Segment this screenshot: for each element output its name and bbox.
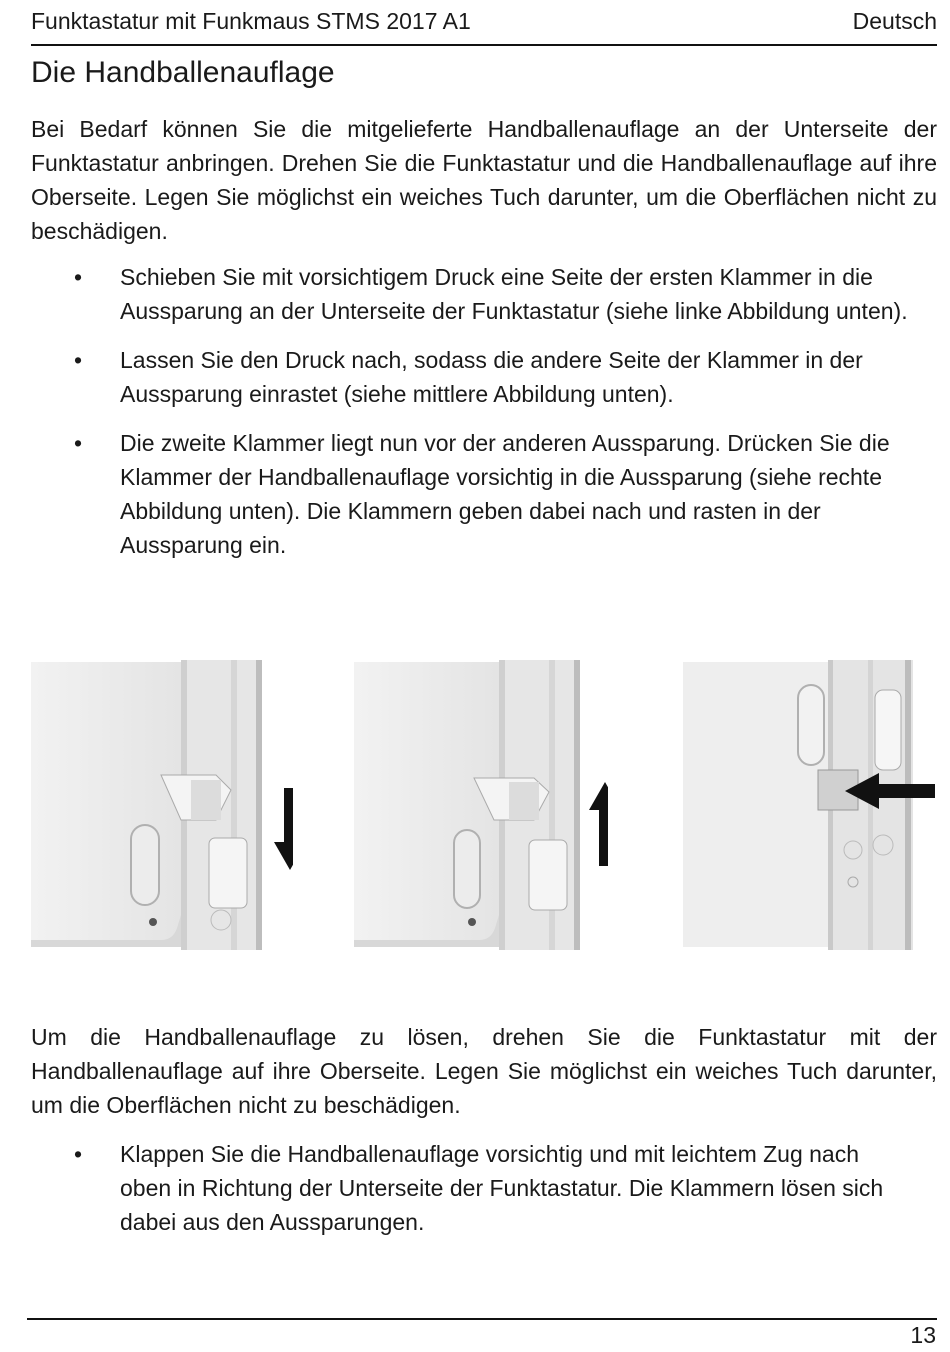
figure-right: [683, 660, 941, 950]
list-item: [31, 343, 911, 411]
figure-middle: [354, 660, 608, 950]
list-item-text: Lassen Sie den Druck nach, sodass die andere Seite der Klammer in der Aussparung einrastet (siehe mittlere Abbildung unten).: [120, 347, 863, 407]
bullet-icon: •: [74, 264, 83, 290]
page-header: [31, 8, 937, 46]
attach-steps-list: [31, 260, 911, 577]
list-item-text: Die zweite Klammer liegt nun vor der anderen Aussparung. Drücken Sie die Klammer der Handballenauflage vorsichtig in die Aussparung (siehe rechte Abbildung unten). Die Klammern geben dabei nach und rasten in der Aussparung ein.: [120, 430, 890, 558]
list-item: [31, 260, 911, 328]
figure-left: [31, 660, 293, 950]
section-title: Die Handballenauflage: [31, 56, 335, 89]
list-item: [31, 426, 911, 562]
figure-row: [31, 660, 911, 950]
arrow-down-icon: [274, 788, 293, 870]
list-item-text: Klappen Sie die Handballenauflage vorsichtig und mit leichtem Zug nach oben in Richtung der Unterseite der Funktastatur. Die Klammern lösen sich dabei aus den Aussparungen.: [120, 1141, 884, 1235]
language-label: Deutsch: [852, 8, 937, 34]
remove-paragraph: Um die Handballenauflage zu lösen, drehen Sie die Funktastatur mit der Handballenauflage auf ihre Oberseite. Legen Sie möglichst ein weiches Tuch darunter, um die Oberflächen nicht zu beschädigen.: [31, 1024, 937, 1118]
arrow-up-icon: [589, 782, 608, 866]
list-item-text: Schieben Sie mit vorsichtigem Druck eine Seite der ersten Klammer in die Aussparung an der Unterseite der Funktastatur (siehe linke Abbildung unten).: [120, 264, 908, 324]
page-number: 13: [910, 1322, 936, 1348]
intro-paragraph: Bei Bedarf können Sie die mitgelieferte Handballenauflage an der Unterseite der Funktastatur anbringen. Drehen Sie die Funktastatur und die Handballenauflage auf ihre Oberseite. Legen Sie möglichst ein weiches Tuch darunter, um die Oberflächen nicht zu beschädigen.: [31, 116, 937, 244]
list-item: [31, 1137, 911, 1239]
document-title: Funktastatur mit Funkmaus STMS 2017 A1: [31, 8, 471, 34]
footer-divider: [27, 1318, 937, 1320]
remove-steps-list: [31, 1137, 911, 1254]
bullet-icon: •: [74, 347, 83, 373]
bullet-icon: •: [74, 430, 83, 456]
bullet-icon: •: [74, 1141, 83, 1167]
